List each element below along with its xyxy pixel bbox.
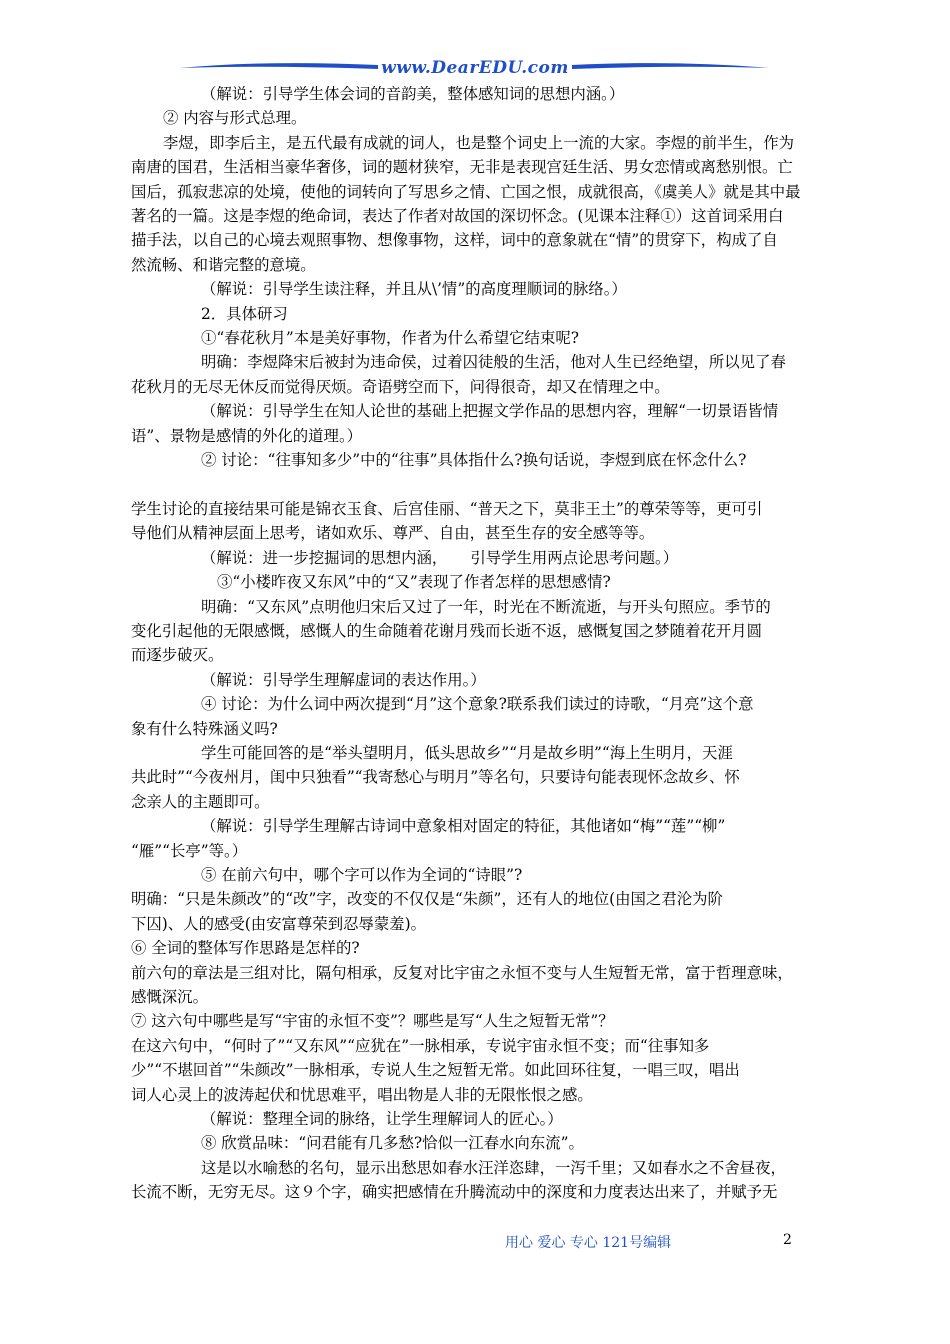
text-line: （解说：引导学生理解虚词的表达作用。） bbox=[201, 670, 486, 689]
text-line: “雁”“长亭”等。） bbox=[131, 841, 248, 860]
text-line: 明确：“只是朱颜改”的“改”字，改变的不仅仅是“朱颜”，还有人的地位(由国之君沦为阶 bbox=[131, 890, 723, 909]
text-line: 词人心灵上的波涛起伏和忧思难平，唱出物是人非的无限怅恨之感。 bbox=[131, 1085, 593, 1104]
text-line: 前六句的章法是三组对比，隔句相承，反复对比宇宙之永恒不变与人生短暂无常，富于哲理意味， bbox=[131, 963, 793, 982]
text-line: （解说：进一步挖掘词的思想内涵， 引导学生用两点论思考问题。） bbox=[201, 548, 679, 567]
site-url[interactable]: www.DearEDU.com bbox=[381, 58, 569, 78]
text-line: 明确：李煜降宋后被封为违命侯，过着囚徒般的生活，他对人生已经绝望，所以见了春 bbox=[201, 353, 786, 372]
text-line: 共此时”“今夜州月，闺中只独看”“我寄愁心与明月”等名句，只要诗句能表现怀念故乡、怀 bbox=[131, 768, 740, 787]
text-line: 这是以水喻愁的名句，显示出愁思如春水汪洋恣肆，一泻千里；又如春水之不舍昼夜， bbox=[201, 1158, 786, 1177]
text-line: 而逐步破灭。 bbox=[131, 646, 224, 665]
text-line: 南唐的国君，生活相当豪华奢侈，词的题材狭窄，无非是表现宫廷生活、男女恋情或离愁别恨。亡 bbox=[131, 158, 793, 177]
text-line: （解说：整理全词的脉络，让学生理解词人的匠心。） bbox=[201, 1110, 563, 1129]
footer-text: 用心 爱心 专心 121号编辑 bbox=[505, 1235, 672, 1251]
text-line: （解说：引导学生理解古诗词中意象相对固定的特征，其他诸如“梅”“莲”“柳” bbox=[201, 817, 726, 836]
text-line: 感慨深沉。 bbox=[131, 988, 208, 1007]
text-line: （解说：引导学生在知人论世的基础上把握文学作品的思想内容，理解“一切景语皆情 bbox=[201, 402, 779, 421]
text-line: 描手法，以自己的心境去观照事物、想像事物，这样，词中的意象就在“情”的贯穿下，构成了自 bbox=[131, 231, 778, 250]
blank-line bbox=[131, 473, 823, 497]
text-line: 少”“不堪回首”“朱颜改”一脉相承，专说人生之短暂无常。如此回环往复，一唱三叹，唱出 bbox=[131, 1061, 740, 1080]
text-line: ①“春花秋月”本是美好事物，作者为什么希望它结束呢? bbox=[201, 329, 579, 348]
text-line: 学生讨论的直接结果可能是锦衣玉食、后宫佳丽、“普天之下，莫非王土”的尊荣等等，更可引 bbox=[131, 499, 763, 518]
document-body bbox=[131, 82, 823, 1205]
text-line: 2．具体研习 bbox=[201, 304, 288, 323]
text-line: 象有什么特殊涵义吗? bbox=[131, 719, 278, 738]
text-line: 语”、景物是感情的外化的道理。） bbox=[131, 426, 363, 445]
text-line: 念亲人的主题即可。 bbox=[131, 792, 270, 811]
text-line: （解说：引导学生体会词的音韵美，整体感知词的思想内涵。） bbox=[201, 85, 625, 103]
text-line: ② 讨论：“往事知多少”中的“往事”具体指什么?换句话说，李煜到底在怀念什么? bbox=[201, 451, 747, 470]
text-line: ④ 讨论：为什么词中两次提到“月”这个意象?联系我们读过的诗歌，“月亮”这个意 bbox=[201, 695, 754, 714]
text-line: 导他们从精神层面上思考，诸如欢乐、尊严、自由，甚至生存的安全感等等。 bbox=[131, 524, 655, 543]
text-line: ⑧ 欣赏品味：“问君能有几多愁?恰似一江春水向东流”。 bbox=[201, 1134, 584, 1153]
text-line: 学生可能回答的是“举头望明月，低头思故乡”“月是故乡明”“海上生明月，天涯 bbox=[201, 743, 733, 762]
site-header bbox=[178, 56, 772, 80]
text-line: ⑥ 全词的整体写作思路是怎样的? bbox=[131, 939, 360, 958]
text-line: 在这六句中，“何时了”“又东风”“应犹在”一脉相承，专说宇宙永恒不变；而“往事知多 bbox=[131, 1036, 710, 1055]
text-line: 长流不断，无穷无尽。这９个字，确实把感情在升腾流动中的深度和力度表达出来了，并赋予无 bbox=[131, 1183, 778, 1202]
text-line: 国后，孤寂悲凉的处境，使他的词转向了写思乡之情、亡国之恨，成就很高，《虞美人》就是其中最 bbox=[131, 182, 801, 201]
text-line: ⑦ 这六句中哪些是写“宇宙的永恒不变”？哪些是写“人生之短暂无常”？ bbox=[131, 1012, 614, 1031]
text-line: ③“小楼昨夜又东风”中的“又”表现了作者怎样的思想感情? bbox=[217, 573, 611, 592]
text-line: ⑤ 在前六句中，哪个字可以作为全词的“诗眼”? bbox=[201, 865, 523, 884]
text-line: （解说：引导学生读注释，并且从\’情”的高度理顺词的脉络。） bbox=[201, 280, 627, 299]
text-line: 著名的一篇。这是李煜的绝命词，表达了作者对故国的深切怀念。(见课本注释①）这首词采用白 bbox=[131, 207, 784, 226]
text-line: 李煜，即李后主，是五代最有成就的词人，也是整个词史上一流的大家。李煜的前半生，作为 bbox=[163, 133, 795, 152]
text-line: 然流畅、和谐完整的意境。 bbox=[131, 255, 316, 274]
text-line: 下囚)、人的感受(由安富尊荣到忍辱蒙羞)。 bbox=[131, 914, 427, 933]
text-line: 明确：“又东风”点明他归宋后又过了一年，时光在不断流逝，与开头句照应。季节的 bbox=[201, 597, 771, 616]
text-line: ② 内容与形式总理。 bbox=[163, 109, 307, 128]
text-line: 花秋月的无尽无休反而觉得厌烦。奇语劈空而下，问得很奇，却又在情理之中。 bbox=[131, 377, 670, 396]
page-number: 2 bbox=[783, 1232, 792, 1248]
text-line: 变化引起他的无限感慨，感慨人的生命随着花谢月残而长逝不返，感慨复国之梦随着花开月圆 bbox=[131, 621, 763, 640]
